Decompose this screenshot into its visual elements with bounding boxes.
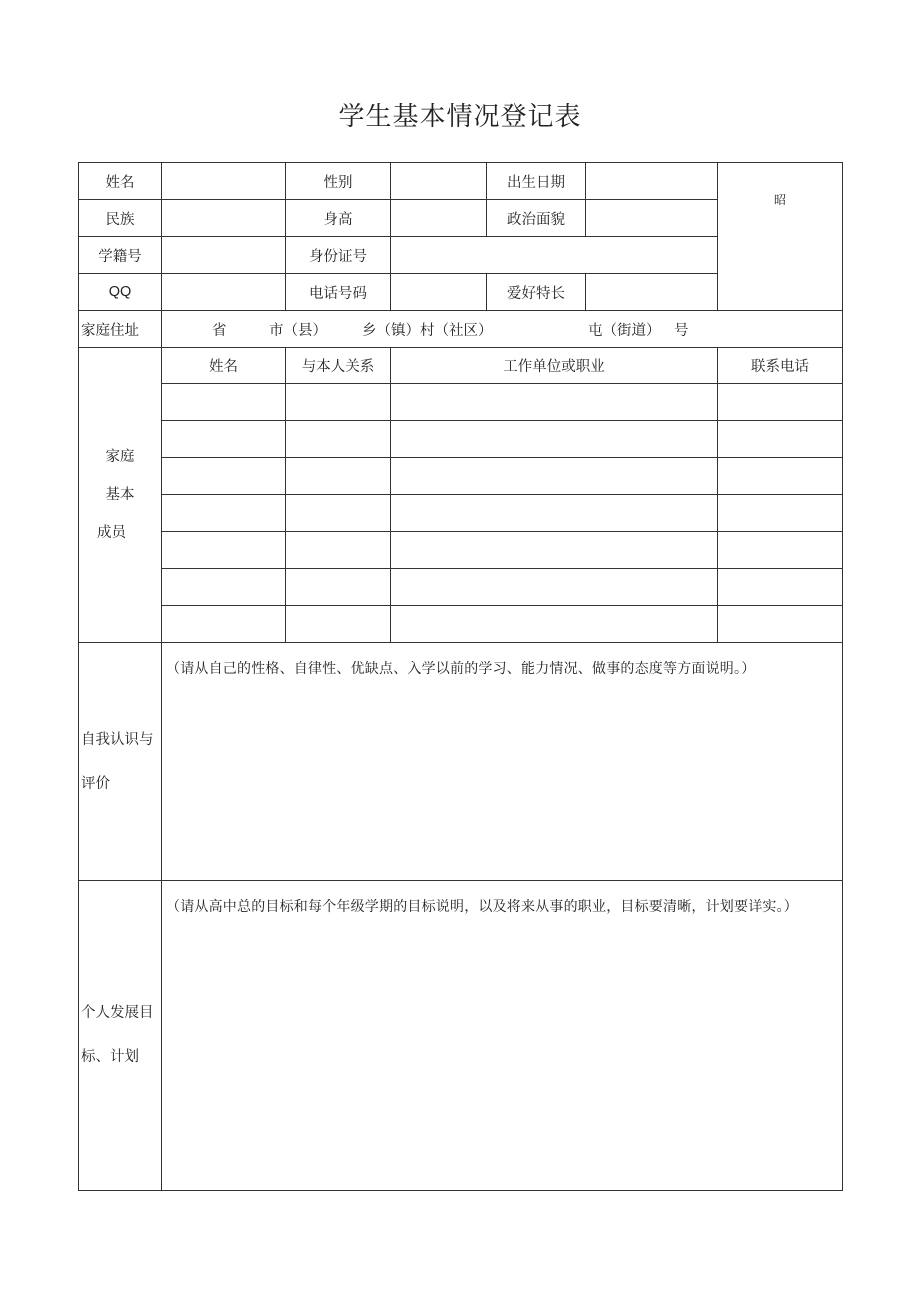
family-cell[interactable] [162, 421, 286, 458]
family-cell[interactable] [391, 606, 718, 643]
ethnicity-label: 民族 [79, 200, 162, 237]
table-row [79, 569, 843, 606]
height-field[interactable] [391, 200, 487, 237]
id-number-field[interactable] [391, 237, 718, 274]
ethnicity-field[interactable] [162, 200, 286, 237]
political-label: 政治面貌 [487, 200, 586, 237]
self-eval-row [79, 643, 843, 880]
family-header-work: 工作单位或职业 [391, 348, 718, 384]
hobby-field[interactable] [586, 274, 718, 311]
family-header-phone: 联系电话 [718, 348, 843, 384]
family-cell[interactable] [718, 606, 843, 643]
self-eval-note: （请从自己的性格、自律性、优缺点、入学以前的学习、能力情况、做事的态度等方面说明。） [166, 661, 756, 678]
family-cell[interactable] [391, 495, 718, 532]
phone-label: 电话号码 [286, 274, 391, 311]
family-cell[interactable] [718, 458, 843, 495]
family-cell[interactable] [286, 421, 391, 458]
family-cell[interactable] [286, 606, 391, 643]
family-cell[interactable] [286, 384, 391, 421]
plan-row [79, 880, 843, 1190]
family-cell[interactable] [391, 421, 718, 458]
family-cell[interactable] [718, 569, 843, 606]
family-cell[interactable] [286, 532, 391, 569]
political-field[interactable] [586, 200, 718, 237]
family-label [79, 348, 162, 643]
family-cell[interactable] [391, 569, 718, 606]
address-field[interactable] [162, 311, 843, 348]
family-cell[interactable] [718, 421, 843, 458]
address-street: 屯（街道） [588, 322, 661, 339]
family-cell[interactable] [391, 458, 718, 495]
family-label-line1: 家庭 [105, 449, 135, 466]
id-number-label: 身份证号 [286, 237, 391, 274]
self-eval-field[interactable] [162, 643, 843, 880]
family-cell[interactable] [162, 495, 286, 532]
qq-label: QQ [79, 274, 162, 311]
family-cell[interactable] [391, 532, 718, 569]
family-cell[interactable] [718, 532, 843, 569]
plan-label-line2: 标、计划 [81, 1049, 139, 1066]
name-label: 姓名 [79, 163, 162, 200]
table-row [79, 495, 843, 532]
row-name [79, 163, 843, 200]
family-cell[interactable] [286, 569, 391, 606]
family-cell[interactable] [162, 532, 286, 569]
phone-field[interactable] [391, 274, 487, 311]
address-city: 市（县） [269, 322, 327, 339]
height-label: 身高 [286, 200, 391, 237]
name-field[interactable] [162, 163, 286, 200]
table-row [79, 606, 843, 643]
birth-label: 出生日期 [487, 163, 586, 200]
family-cell[interactable] [391, 384, 718, 421]
address-number: 号 [674, 322, 689, 339]
family-cell[interactable] [286, 495, 391, 532]
gender-field[interactable] [391, 163, 487, 200]
plan-note: （请从高中总的目标和每个年级学期的目标说明，以及将来从事的职业，目标要清晰，计划要详实。） [166, 898, 798, 915]
family-label-line3: 成员 [97, 525, 126, 542]
address-town: 乡（镇）村（社区） [362, 322, 493, 339]
plan-field[interactable] [162, 880, 843, 1190]
table-row [79, 384, 843, 421]
family-cell[interactable] [162, 458, 286, 495]
plan-label-line1: 个人发展目 [81, 1005, 154, 1022]
family-cell[interactable] [162, 384, 286, 421]
photo-label: 昭 [773, 193, 786, 207]
self-eval-label-line2: 评价 [81, 775, 110, 792]
table-row [79, 421, 843, 458]
student-id-label: 学籍号 [79, 237, 162, 274]
family-cell[interactable] [718, 495, 843, 532]
birth-field[interactable] [586, 163, 718, 200]
family-cell[interactable] [718, 384, 843, 421]
family-cell[interactable] [286, 458, 391, 495]
self-eval-label-line1: 自我认识与 [81, 731, 154, 748]
hobby-label: 爱好特长 [487, 274, 586, 311]
family-cell[interactable] [162, 569, 286, 606]
self-eval-label [79, 643, 162, 880]
family-label-line2: 基本 [105, 487, 135, 504]
page-title: 学生基本情况登记表 [338, 102, 582, 132]
family-header-name: 姓名 [162, 348, 286, 384]
family-cell[interactable] [162, 606, 286, 643]
address-province: 省 [212, 322, 227, 339]
family-header-relation: 与本人关系 [286, 348, 391, 384]
row-address [79, 311, 843, 348]
gender-label: 性别 [286, 163, 391, 200]
plan-label [79, 880, 162, 1190]
table-row [79, 532, 843, 569]
registration-form [78, 162, 843, 1191]
qq-field[interactable] [162, 274, 286, 311]
address-label: 家庭住址 [79, 311, 162, 348]
family-header-row [79, 348, 843, 384]
student-id-field[interactable] [162, 237, 286, 274]
photo-box[interactable] [718, 163, 843, 311]
table-row [79, 458, 843, 495]
